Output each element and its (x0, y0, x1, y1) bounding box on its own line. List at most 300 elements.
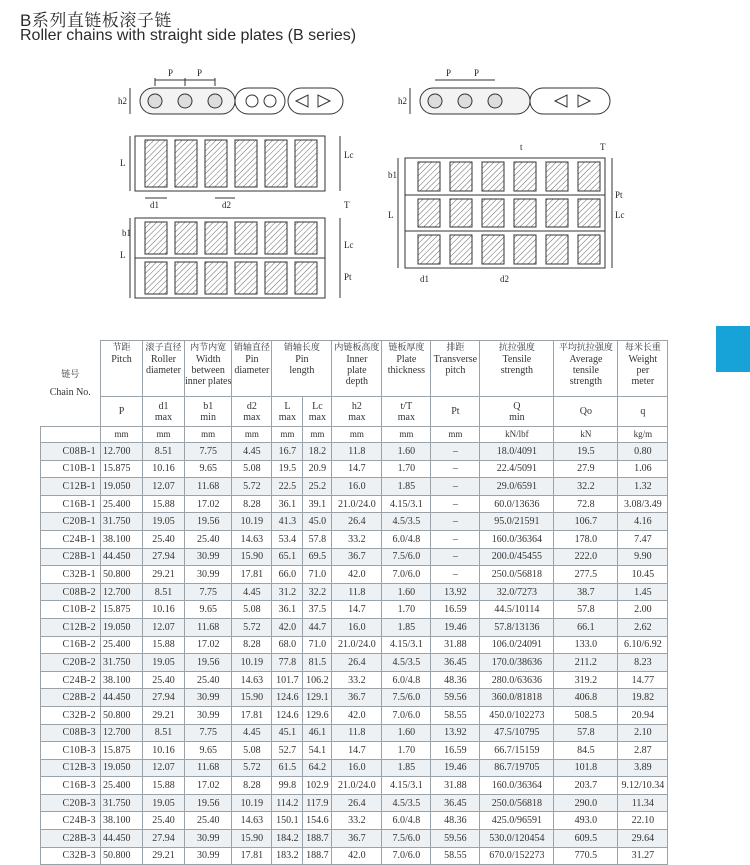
cell-pitch: 44.450 (101, 548, 143, 566)
cell-avg-tensile: 203.7 (554, 777, 618, 795)
cell-weight: 31.27 (618, 847, 668, 865)
cell-pin-length-Lc: 44.7 (303, 618, 332, 636)
cell-avg-tensile: 319.2 (554, 671, 618, 689)
page-title-en: Roller chains with straight side plates (B series) (20, 27, 357, 44)
unit-Pt: mm (431, 427, 480, 443)
cell-transverse-pitch: 58.55 (431, 847, 480, 865)
sym-L: L max (272, 397, 303, 427)
table-row (41, 654, 668, 672)
cell-plate-thickness: 1.85 (382, 478, 431, 496)
spec-table-body (41, 443, 668, 865)
cell-pin-diameter: 15.90 (232, 548, 272, 566)
cell-pin-length-L: 31.2 (272, 583, 303, 601)
cell-avg-tensile: 38.7 (554, 583, 618, 601)
table-row (41, 812, 668, 830)
cell-pin-diameter: 17.81 (232, 847, 272, 865)
cell-tensile-strength: 170.0/38636 (480, 654, 554, 672)
dim-label-T2: T (600, 142, 606, 152)
cell-inner-width: 25.40 (185, 812, 232, 830)
table-row (41, 759, 668, 777)
cell-pin-length-L: 101.7 (272, 671, 303, 689)
cell-pin-diameter: 5.08 (232, 742, 272, 760)
table-row (41, 742, 668, 760)
cell-chain-no: C16B-3 (41, 777, 101, 795)
cell-pitch: 50.800 (101, 706, 143, 724)
cell-roller-diameter: 27.94 (143, 548, 185, 566)
cell-chain-no: C32B-2 (41, 706, 101, 724)
cell-avg-tensile: 508.5 (554, 706, 618, 724)
cell-chain-no: C08B-3 (41, 724, 101, 742)
cell-pin-length-L: 22.5 (272, 478, 303, 496)
cell-roller-diameter: 29.21 (143, 706, 185, 724)
cell-plate-thickness: 4.5/3.5 (382, 654, 431, 672)
cell-transverse-pitch: – (431, 513, 480, 531)
cell-inner-width: 9.65 (185, 460, 232, 478)
cell-transverse-pitch: – (431, 566, 480, 584)
dim-label-p1: P (168, 68, 174, 78)
cell-pin-length-L: 65.1 (272, 548, 303, 566)
cell-transverse-pitch: 13.92 (431, 583, 480, 601)
cell-transverse-pitch: 48.36 (431, 812, 480, 830)
cell-chain-no: C28B-2 (41, 689, 101, 707)
cell-tensile-strength: 66.7/15159 (480, 742, 554, 760)
table-row (41, 548, 668, 566)
cell-chain-no: C08B-2 (41, 583, 101, 601)
cell-pitch: 12.700 (101, 583, 143, 601)
dim-label-L1: L (120, 158, 126, 168)
cell-roller-diameter: 8.51 (143, 583, 185, 601)
cell-weight: 2.62 (618, 618, 668, 636)
cell-inner-width: 19.56 (185, 794, 232, 812)
cell-inner-width: 30.99 (185, 548, 232, 566)
dim-label-b1-b: b1 (388, 170, 397, 180)
cell-plate-depth: 33.2 (332, 812, 382, 830)
unit-Q: kN/lbf (480, 427, 554, 443)
dim-label-L2: L (120, 250, 126, 260)
cell-pin-length-L: 184.2 (272, 830, 303, 848)
cell-pin-length-Lc: 32.2 (303, 583, 332, 601)
cell-tensile-strength: 160.0/36364 (480, 777, 554, 795)
cell-tensile-strength: 60.0/13636 (480, 495, 554, 513)
plate-view-left (130, 78, 343, 114)
cell-pitch: 15.875 (101, 460, 143, 478)
cell-plate-depth: 11.8 (332, 583, 382, 601)
cell-plate-thickness: 1.60 (382, 443, 431, 461)
cell-pin-length-L: 19.5 (272, 460, 303, 478)
table-row (41, 636, 668, 654)
unit-L: mm (272, 427, 303, 443)
cell-plate-depth: 16.0 (332, 478, 382, 496)
cell-weight: 10.45 (618, 566, 668, 584)
cell-pitch: 25.400 (101, 777, 143, 795)
cell-roller-diameter: 10.16 (143, 742, 185, 760)
cell-pin-length-Lc: 71.0 (303, 636, 332, 654)
cell-pin-length-Lc: 64.2 (303, 759, 332, 777)
cell-tensile-strength: 160.0/36364 (480, 530, 554, 548)
cell-pin-diameter: 4.45 (232, 724, 272, 742)
cell-plate-depth: 33.2 (332, 671, 382, 689)
cell-chain-no: C10B-1 (41, 460, 101, 478)
dim-label-b1-a: b1 (122, 228, 131, 238)
dim-label-Pt1: Pt (344, 272, 352, 282)
header-inner-width: 内节内宽 Width between inner plates (185, 341, 232, 397)
plate-view-right (410, 80, 610, 114)
cell-pin-length-Lc: 71.0 (303, 566, 332, 584)
cell-chain-no: C32B-1 (41, 566, 101, 584)
cell-roller-diameter: 29.21 (143, 566, 185, 584)
cell-tensile-strength: 22.4/5091 (480, 460, 554, 478)
cell-tensile-strength: 425.0/96591 (480, 812, 554, 830)
table-row (41, 460, 668, 478)
cell-pitch: 12.700 (101, 443, 143, 461)
cell-chain-no: C28B-3 (41, 830, 101, 848)
cell-plate-thickness: 4.15/3.1 (382, 495, 431, 513)
cell-roller-diameter: 25.40 (143, 530, 185, 548)
cell-plate-thickness: 1.60 (382, 583, 431, 601)
table-row (41, 777, 668, 795)
unit-Lc: mm (303, 427, 332, 443)
cell-weight: 2.87 (618, 742, 668, 760)
sym-P: P (101, 397, 143, 427)
double-strand-view (130, 218, 340, 298)
cell-roller-diameter: 12.07 (143, 478, 185, 496)
cell-roller-diameter: 12.07 (143, 759, 185, 777)
cell-plate-depth: 14.7 (332, 601, 382, 619)
cell-avg-tensile: 493.0 (554, 812, 618, 830)
cell-plate-thickness: 6.0/4.8 (382, 812, 431, 830)
cell-pitch: 19.050 (101, 478, 143, 496)
cell-pin-length-Lc: 20.9 (303, 460, 332, 478)
row-label-header (41, 341, 101, 427)
table-row (41, 847, 668, 865)
cell-roller-diameter: 15.88 (143, 777, 185, 795)
cell-transverse-pitch: 19.46 (431, 618, 480, 636)
cell-avg-tensile: 66.1 (554, 618, 618, 636)
sym-b1: b1 min (185, 397, 232, 427)
cell-pin-diameter: 5.08 (232, 601, 272, 619)
cell-plate-depth: 42.0 (332, 706, 382, 724)
cell-pitch: 38.100 (101, 671, 143, 689)
table-row (41, 583, 668, 601)
cell-weight: 1.32 (618, 478, 668, 496)
cell-pin-length-Lc: 117.9 (303, 794, 332, 812)
cell-roller-diameter: 10.16 (143, 460, 185, 478)
cell-chain-no: C16B-2 (41, 636, 101, 654)
table-row (41, 689, 668, 707)
cell-weight: 9.12/10.34 (618, 777, 668, 795)
cell-avg-tensile: 211.2 (554, 654, 618, 672)
table-row (41, 530, 668, 548)
cell-plate-depth: 36.7 (332, 689, 382, 707)
cell-weight: 0.80 (618, 443, 668, 461)
dim-label-t1: t (520, 142, 523, 152)
cell-tensile-strength: 670.0/152273 (480, 847, 554, 865)
cell-plate-depth: 16.0 (332, 618, 382, 636)
cell-transverse-pitch: 13.92 (431, 724, 480, 742)
unit-h2: mm (332, 427, 382, 443)
cell-transverse-pitch: 16.59 (431, 601, 480, 619)
cell-chain-no: C20B-2 (41, 654, 101, 672)
cell-inner-width: 25.40 (185, 671, 232, 689)
cell-pin-length-L: 77.8 (272, 654, 303, 672)
cell-weight: 2.10 (618, 724, 668, 742)
cell-plate-depth: 21.0/24.0 (332, 495, 382, 513)
cell-chain-no: C10B-2 (41, 601, 101, 619)
cell-plate-depth: 36.7 (332, 830, 382, 848)
cell-roller-diameter: 25.40 (143, 812, 185, 830)
dim-label-L3: L (388, 210, 394, 220)
cell-chain-no: C12B-1 (41, 478, 101, 496)
unit-d2: mm (232, 427, 272, 443)
sym-h2: h2 max (332, 397, 382, 427)
cell-pin-length-L: 42.0 (272, 618, 303, 636)
table-row (41, 794, 668, 812)
cell-pin-diameter: 8.28 (232, 636, 272, 654)
cell-chain-no: C12B-2 (41, 618, 101, 636)
cell-pin-length-L: 45.1 (272, 724, 303, 742)
cell-pin-length-L: 66.0 (272, 566, 303, 584)
cell-plate-thickness: 7.0/6.0 (382, 706, 431, 724)
cell-roller-diameter: 10.16 (143, 601, 185, 619)
cell-roller-diameter: 8.51 (143, 443, 185, 461)
cell-plate-depth: 42.0 (332, 847, 382, 865)
cell-plate-depth: 26.4 (332, 794, 382, 812)
cell-avg-tensile: 290.0 (554, 794, 618, 812)
dim-label-T1: T (344, 200, 350, 210)
cell-transverse-pitch: – (431, 460, 480, 478)
cell-inner-width: 7.75 (185, 443, 232, 461)
header-pitch: 节距 Pitch (101, 341, 143, 397)
cell-weight: 9.90 (618, 548, 668, 566)
dim-label-Pt2: Pt (615, 190, 623, 200)
cell-plate-thickness: 6.0/4.8 (382, 530, 431, 548)
cell-plate-thickness: 1.85 (382, 618, 431, 636)
cell-chain-no: C32B-3 (41, 847, 101, 865)
header-weight: 每米长重 Weight per meter (618, 341, 668, 397)
cell-tensile-strength: 200.0/45455 (480, 548, 554, 566)
sym-Q: Q min (480, 397, 554, 427)
cell-pin-length-Lc: 45.0 (303, 513, 332, 531)
cell-pitch: 15.875 (101, 601, 143, 619)
cell-plate-thickness: 7.0/6.0 (382, 566, 431, 584)
dim-label-Lc3: Lc (615, 210, 625, 220)
cell-weight: 20.94 (618, 706, 668, 724)
cell-pin-length-Lc: 25.2 (303, 478, 332, 496)
chain-diagram (100, 58, 625, 308)
cell-pin-length-Lc: 39.1 (303, 495, 332, 513)
cell-tensile-strength: 57.8/13136 (480, 618, 554, 636)
cell-transverse-pitch: 48.36 (431, 671, 480, 689)
table-row (41, 513, 668, 531)
cell-pin-length-Lc: 46.1 (303, 724, 332, 742)
cell-weight: 14.77 (618, 671, 668, 689)
cell-plate-thickness: 1.70 (382, 601, 431, 619)
cell-inner-width: 7.75 (185, 583, 232, 601)
cell-avg-tensile: 84.5 (554, 742, 618, 760)
cell-weight: 8.23 (618, 654, 668, 672)
table-row (41, 618, 668, 636)
cell-weight: 1.45 (618, 583, 668, 601)
cell-plate-depth: 26.4 (332, 513, 382, 531)
unit-d1: mm (143, 427, 185, 443)
cell-pin-length-Lc: 54.1 (303, 742, 332, 760)
cell-pin-diameter: 14.63 (232, 530, 272, 548)
cell-pin-diameter: 15.90 (232, 689, 272, 707)
cell-chain-no: C24B-3 (41, 812, 101, 830)
triple-strand-view (398, 158, 612, 268)
cell-pin-length-L: 36.1 (272, 601, 303, 619)
cell-transverse-pitch: – (431, 495, 480, 513)
dim-label-h2-right: h2 (398, 96, 407, 106)
cell-chain-no: C20B-1 (41, 513, 101, 531)
cell-roller-diameter: 12.07 (143, 618, 185, 636)
cell-plate-depth: 33.2 (332, 530, 382, 548)
cell-roller-diameter: 29.21 (143, 847, 185, 865)
row-label-cn: 链号 (61, 370, 80, 381)
cell-pitch: 31.750 (101, 513, 143, 531)
table-row (41, 443, 668, 461)
cell-tensile-strength: 18.0/4091 (480, 443, 554, 461)
unit-b1: mm (185, 427, 232, 443)
cell-pin-diameter: 5.72 (232, 478, 272, 496)
spec-table-wrap (40, 340, 668, 865)
header-average-tensile: 平均抗拉强度 Average tensile strength (554, 341, 618, 397)
cell-avg-tensile: 57.8 (554, 601, 618, 619)
cell-plate-thickness: 1.70 (382, 460, 431, 478)
cell-tensile-strength: 47.5/10795 (480, 724, 554, 742)
cell-avg-tensile: 770.5 (554, 847, 618, 865)
sym-d2: d2 max (232, 397, 272, 427)
cell-chain-no: C24B-1 (41, 530, 101, 548)
cell-pin-diameter: 10.19 (232, 654, 272, 672)
cell-transverse-pitch: 19.46 (431, 759, 480, 777)
cell-chain-no: C28B-1 (41, 548, 101, 566)
cell-pitch: 19.050 (101, 618, 143, 636)
cell-transverse-pitch: 36.45 (431, 794, 480, 812)
single-strand-view (130, 136, 340, 198)
cell-pin-length-L: 150.1 (272, 812, 303, 830)
cell-inner-width: 11.68 (185, 478, 232, 496)
cell-roller-diameter: 25.40 (143, 671, 185, 689)
dim-label-d1-b: d1 (420, 274, 429, 284)
cell-avg-tensile: 101.8 (554, 759, 618, 777)
header-inner-plate-depth: 内链板高度 Inner plate depth (332, 341, 382, 397)
cell-tensile-strength: 32.0/7273 (480, 583, 554, 601)
unit-tT: mm (382, 427, 431, 443)
cell-inner-width: 30.99 (185, 847, 232, 865)
cell-tensile-strength: 44.5/10114 (480, 601, 554, 619)
cell-pin-length-L: 99.8 (272, 777, 303, 795)
cell-inner-width: 9.65 (185, 601, 232, 619)
cell-transverse-pitch: 31.88 (431, 636, 480, 654)
cell-pin-length-Lc: 69.5 (303, 548, 332, 566)
cell-transverse-pitch: 59.56 (431, 830, 480, 848)
cell-pin-diameter: 4.45 (232, 443, 272, 461)
sym-tT: t/T max (382, 397, 431, 427)
table-row (41, 566, 668, 584)
dim-label-p4: P (474, 68, 480, 78)
cell-plate-depth: 36.7 (332, 548, 382, 566)
cell-plate-thickness: 1.70 (382, 742, 431, 760)
cell-inner-width: 19.56 (185, 513, 232, 531)
cell-avg-tensile: 57.8 (554, 724, 618, 742)
cell-pitch: 25.400 (101, 636, 143, 654)
cell-avg-tensile: 32.2 (554, 478, 618, 496)
table-row (41, 830, 668, 848)
cell-pin-diameter: 14.63 (232, 671, 272, 689)
header-tensile-strength: 抗拉强度 Tensile strength (480, 341, 554, 397)
cell-transverse-pitch: – (431, 443, 480, 461)
cell-pin-length-L: 16.7 (272, 443, 303, 461)
cell-roller-diameter: 19.05 (143, 513, 185, 531)
cell-pin-length-Lc: 154.6 (303, 812, 332, 830)
cell-plate-thickness: 4.5/3.5 (382, 513, 431, 531)
cell-pin-length-L: 36.1 (272, 495, 303, 513)
cell-weight: 2.00 (618, 601, 668, 619)
sym-d1: d1 max (143, 397, 185, 427)
dim-label-d2-b: d2 (500, 274, 509, 284)
cell-inner-width: 11.68 (185, 618, 232, 636)
unit-spacer (41, 427, 101, 443)
dim-label-p3: P (446, 68, 452, 78)
cell-inner-width: 17.02 (185, 636, 232, 654)
cell-tensile-strength: 280.0/63636 (480, 671, 554, 689)
cell-transverse-pitch: 36.45 (431, 654, 480, 672)
cell-avg-tensile: 406.8 (554, 689, 618, 707)
cell-plate-depth: 21.0/24.0 (332, 777, 382, 795)
cell-chain-no: C08B-1 (41, 443, 101, 461)
cell-plate-thickness: 7.0/6.0 (382, 847, 431, 865)
side-tab[interactable] (716, 326, 750, 372)
cell-plate-depth: 11.8 (332, 443, 382, 461)
unit-q: kg/m (618, 427, 668, 443)
cell-weight: 6.10/6.92 (618, 636, 668, 654)
cell-plate-depth: 11.8 (332, 724, 382, 742)
cell-inner-width: 30.99 (185, 566, 232, 584)
cell-pin-length-Lc: 129.1 (303, 689, 332, 707)
cell-pin-length-L: 114.2 (272, 794, 303, 812)
header-transverse-pitch: 排距 Transverse pitch (431, 341, 480, 397)
cell-pitch: 19.050 (101, 759, 143, 777)
cell-weight: 4.16 (618, 513, 668, 531)
cell-plate-thickness: 1.85 (382, 759, 431, 777)
cell-plate-depth: 42.0 (332, 566, 382, 584)
cell-pitch: 15.875 (101, 742, 143, 760)
cell-roller-diameter: 19.05 (143, 654, 185, 672)
cell-pin-length-Lc: 57.8 (303, 530, 332, 548)
cell-pin-length-L: 68.0 (272, 636, 303, 654)
spec-table (40, 340, 668, 865)
cell-plate-thickness: 6.0/4.8 (382, 671, 431, 689)
cell-pin-length-Lc: 18.2 (303, 443, 332, 461)
cell-pin-length-Lc: 129.6 (303, 706, 332, 724)
cell-pin-diameter: 4.45 (232, 583, 272, 601)
cell-weight: 19.82 (618, 689, 668, 707)
cell-pitch: 25.400 (101, 495, 143, 513)
cell-pin-diameter: 5.72 (232, 759, 272, 777)
cell-plate-thickness: 4.15/3.1 (382, 636, 431, 654)
cell-pitch: 38.100 (101, 812, 143, 830)
dim-label-Lc1: Lc (344, 150, 354, 160)
cell-weight: 29.64 (618, 830, 668, 848)
cell-avg-tensile: 277.5 (554, 566, 618, 584)
cell-pin-diameter: 5.08 (232, 460, 272, 478)
page-title-cn: B系列直链板滚子链 (20, 11, 172, 30)
cell-pin-length-L: 124.6 (272, 706, 303, 724)
cell-chain-no: C20B-3 (41, 794, 101, 812)
cell-pitch: 50.800 (101, 566, 143, 584)
cell-pin-diameter: 17.81 (232, 706, 272, 724)
